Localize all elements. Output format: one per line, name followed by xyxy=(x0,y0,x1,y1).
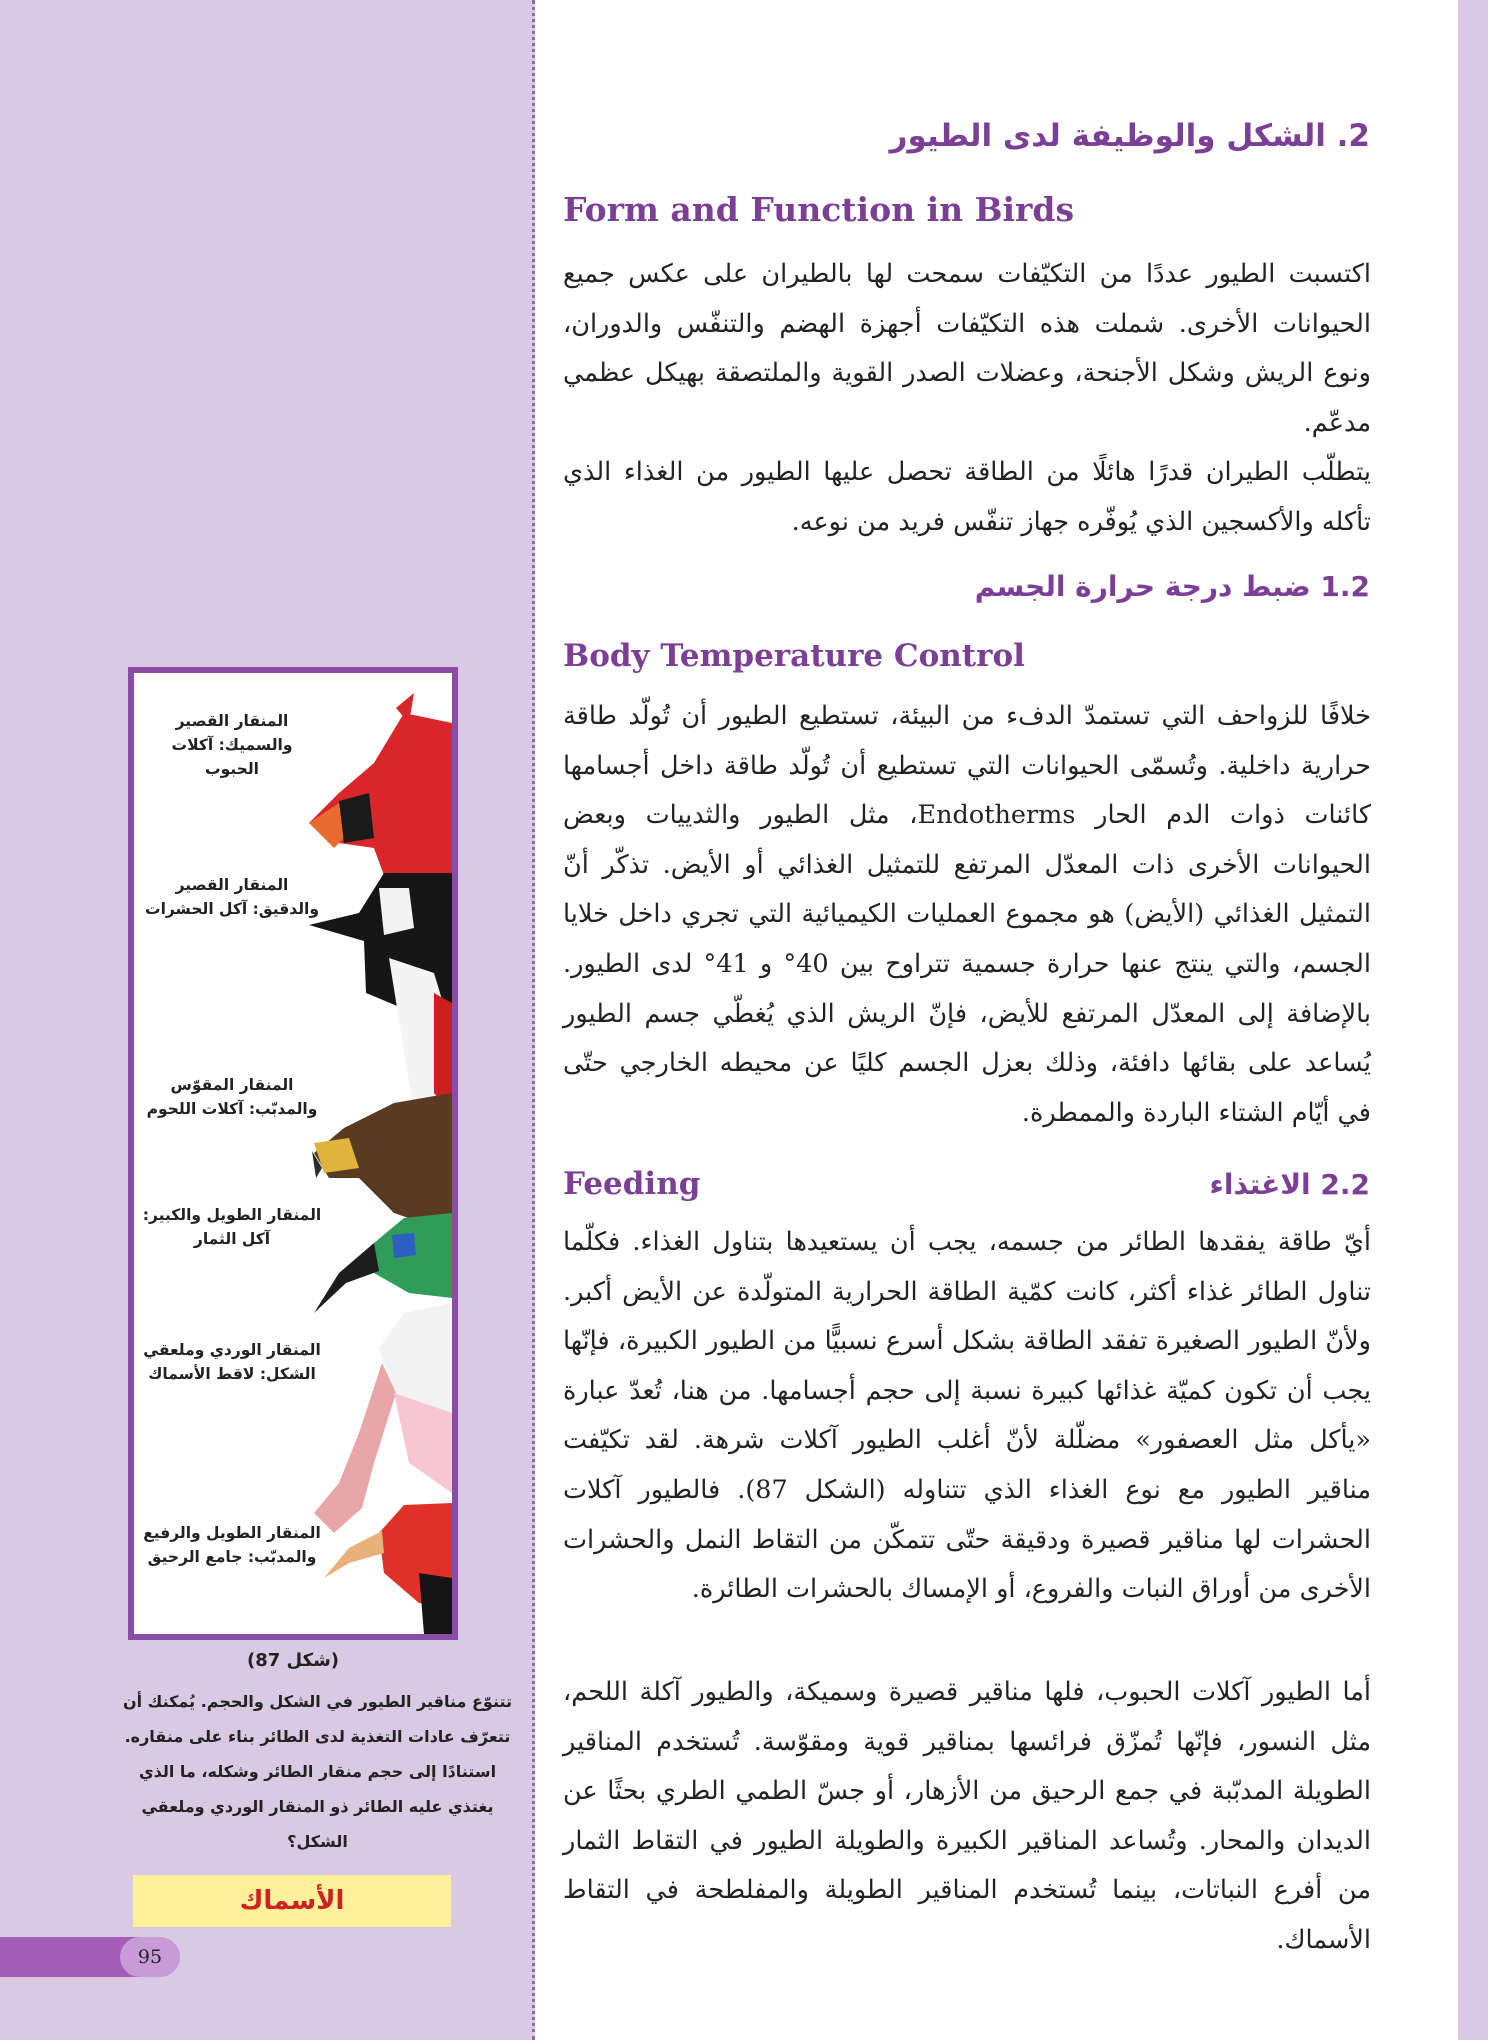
beak-label-fruit-eater: المنقار الطويل والكبير: آكل الثمار xyxy=(142,1206,322,1248)
beak-label-meat-eater: المنقار المقوّس والمدبّب: آكلات اللحوم xyxy=(146,1076,318,1118)
feeding-paragraph-2: أما الطيور آكلات الحبوب، فلها مناقير قصيرة وسميكة، والطيور آكلة اللحم، مثل النسور، فإنّها تُمزّق فرائسها بمناقير قوية ومقوّسة. تُستخدم المناقير الطويلة المدبّبة في جمع الرحيق من الأزهار، أو جسّ الطمي الطري بحثًا عن الديدان والمحار. وتُساعد المناقير الكبيرة والطويلة الطيور في التقاط الثمار من أفرع النباتات، بينما تُستخدم المناقير الطويلة والمفلطحة في التقاط الأسماك. xyxy=(563,1677,1371,1955)
beak-label-seed-eater: المنقار القصير والسميك: آكلات الحبوب xyxy=(171,712,293,778)
subsection-1-title-arabic: 1.2 ضبط درجة حرارة الجسم xyxy=(974,570,1370,603)
subsection-2-title-arabic: 2.2 الاغتذاء xyxy=(1209,1168,1370,1201)
beak-label-nectar-collector: المنقار الطويل والرفيع والمدبّب: جامع الرحيق xyxy=(143,1524,321,1566)
bird-beaks-figure xyxy=(128,667,458,1640)
subsection-1-title-english: Body Temperature Control xyxy=(563,638,1025,674)
section-title-english: Form and Function in Birds xyxy=(563,190,1075,229)
right-margin-strip xyxy=(1458,0,1488,2040)
subsection-2-title-english: Feeding xyxy=(563,1166,701,1202)
beak-label-insect-eater: المنقار القصير والدقيق: آكل الحشرات xyxy=(145,876,319,918)
page-footer-bar xyxy=(0,1937,140,1977)
beak-label-fish-catcher: المنقار الوردي وملعقي الشكل: لاقط الأسماك xyxy=(143,1341,321,1383)
intro-paragraph-1: اكتسبت الطيور عددًا من التكيّفات سمحت لها بالطيران على عكس جميع الحيوانات الأخرى. شملت هذه التكيّفات أجهزة الهضم والتنفّس والدوران، ونوع الريش وشكل الأجنحة، وعضلات الصدر القوية والملتصقة بهيكل عظمي مدعّم. xyxy=(563,259,1371,438)
page-number: 95 xyxy=(120,1937,180,1977)
section-title-arabic: 2. الشكل والوظيفة لدى الطيور xyxy=(889,118,1370,154)
body-temperature-paragraph: خلافًا للزواحف التي تستمدّ الدفء من البيئة، تستطيع الطيور أن تُولّد طاقة حرارية داخلية. وتُسمّى الحيوانات التي تستطيع أن تُولّد طاقة داخل أجسامها كائنات ذوات الدم الحار Endotherms، مثل الطيور والثدييات وبعض الحيوانات الأخرى ذات المعدّل المرتفع للتمثيل الغذائي أو الأيض. تذكّر أنّ التمثيل الغذائي (الأيض) هو مجموع العمليات الكيميائية التي تجري داخل خلايا الجسم، والتي ينتج عنها حرارة جسمية تتراوح بين 40° و 41° لدى الطيور. بالإضافة إلى المعدّل المرتفع للأيض، فإنّ الريش الذي يُغطّي جسم الطيور يُساعد على بقائها دافئة، وذلك بعزل الجسم كليًا عن محيطه الخارجي حتّى في أيّام الشتاء الباردة والممطرة. xyxy=(563,701,1371,1128)
answer-box: الأسماك xyxy=(133,1875,451,1927)
figure-caption: تتنوّع مناقير الطيور في الشكل والحجم. يُمكنك أن تتعرّف عادات التغذية لدى الطائر بناء على منقاره. استنادًا إلى حجم منقار الطائر وشكله، ما الذي يغتذي عليه الطائر ذو المنقار الوردي وملعقي الشكل؟ xyxy=(122,1692,513,1851)
dotted-divider xyxy=(532,0,535,2040)
bird-heads-illustration xyxy=(134,673,452,1634)
figure-title: (شكل 87) xyxy=(246,1650,340,1671)
intro-paragraph-2: يتطلّب الطيران قدرًا هائلًا من الطاقة تحصل عليها الطيور من الغذاء الذي تأكله والأكسجين الذي يُوفّره جهاز تنفّس فريد من نوعه. xyxy=(563,457,1371,537)
feeding-paragraph-1: أيّ طاقة يفقدها الطائر من جسمه، يجب أن يستعيدها بتناول الغذاء. فكلّما تناول الطائر غذاء أكثر، كانت كمّية الطاقة الحرارية المتولّدة عن الأيض أكبر. ولأنّ الطيور الصغيرة تفقد الطاقة بشكل أسرع نسبيًّا من الطيور الكبيرة، فإنّها يجب أن تكون كميّة غذائها كبيرة نسبة إلى حجم أجسامها. من هنا، تُعدّ عبارة «يأكل مثل العصفور» مضلّلة لأنّ أغلب الطيور آكلات شرهة. لقد تكيّفت مناقير الطيور مع نوع الغذاء الذي تتناوله (الشكل 87). فالطيور آكلات الحشرات لها مناقير قصيرة ودقيقة حتّى تتمكّن من التقاط النمل والحشرات الأخرى من أوراق النبات والفروع، أو الإمساك بالحشرات الطائرة. xyxy=(563,1227,1371,1605)
